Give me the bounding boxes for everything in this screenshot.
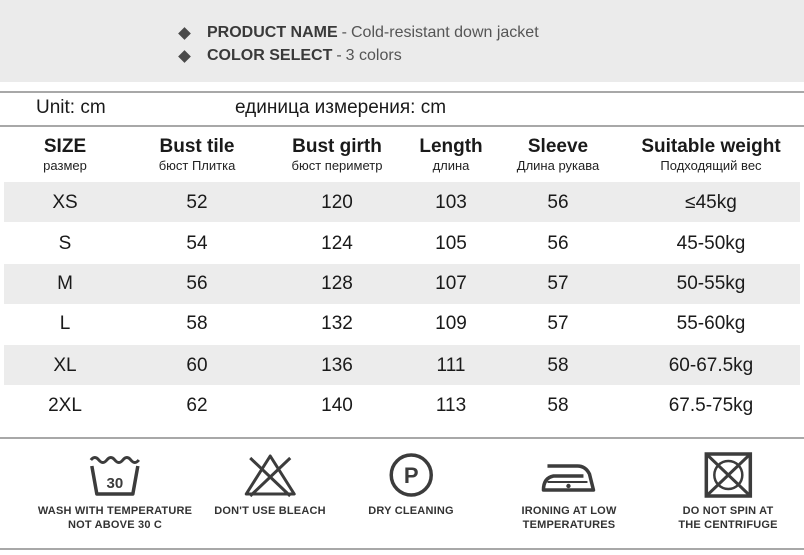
cell-bust-girth: 120 (321, 192, 353, 213)
cell-bust-tile: 60 (186, 355, 208, 376)
cell-sleeve: 57 (547, 313, 569, 334)
cell-bust-tile: 56 (186, 273, 208, 294)
cell-bust-tile: 52 (186, 192, 208, 213)
column-title: Bust tile (159, 136, 235, 157)
cell-size: XL (53, 355, 77, 376)
product-name-value: Cold-resistant down jacket (351, 24, 539, 41)
column-title: Suitable weight (641, 136, 781, 157)
column-header-size (43, 136, 87, 174)
care-iron-low (521, 452, 616, 532)
cell-size: L (59, 313, 71, 334)
care-label-line2: THE CENTRIFUGE (678, 519, 778, 531)
column-title: Bust girth (292, 136, 382, 157)
wash-30-icon (87, 452, 143, 498)
divider-bottom (0, 548, 804, 550)
cell-bust-girth: 136 (321, 355, 353, 376)
cell-weight: 50-55kg (676, 273, 746, 294)
diamond-bullet-icon (178, 27, 191, 40)
care-label-line1: DRY CLEANING (368, 505, 454, 517)
care-label-line1: WASH WITH TEMPERATURE (37, 505, 193, 517)
diamond-bullet-icon (178, 50, 191, 63)
dry-clean-icon (383, 452, 439, 498)
column-header-weight (641, 136, 780, 174)
care-label-line1: DON'T USE BLEACH (214, 505, 326, 517)
cell-bust-girth: 124 (321, 233, 353, 254)
dry-clean-letter: P (403, 463, 419, 488)
iron-low-icon (539, 452, 599, 498)
cell-sleeve: 58 (547, 355, 569, 376)
product-name-label: PRODUCT NAME (207, 24, 338, 41)
divider-care (0, 437, 804, 439)
cell-length: 105 (435, 233, 467, 254)
column-title: Length (419, 136, 483, 157)
unit-label-english: Unit: cm (36, 97, 106, 118)
cell-sleeve: 58 (547, 395, 569, 416)
cell-size: 2XL (48, 395, 82, 416)
cell-bust-tile: 54 (186, 233, 208, 254)
cell-bust-tile: 62 (186, 395, 208, 416)
no-spin-icon (700, 452, 756, 498)
column-title: Sleeve (527, 136, 589, 157)
cell-length: 103 (435, 192, 467, 213)
cell-length: 113 (435, 395, 467, 416)
column-subtitle: Подходящий вес (660, 158, 762, 173)
color-select-value: 3 colors (345, 47, 402, 64)
care-no-bleach (214, 452, 326, 518)
column-subtitle: Длина рукава (516, 158, 600, 173)
cell-weight: 60-67.5kg (668, 355, 754, 376)
column-subtitle: бюст Плитка (158, 158, 236, 173)
column-header-bust-tile (159, 136, 236, 174)
cell-length: 109 (435, 313, 467, 334)
no-bleach-icon (242, 452, 298, 498)
care-label-line1: DO NOT SPIN AT (682, 505, 774, 517)
cell-weight: ≤45kg (685, 192, 737, 213)
color-select-label: COLOR SELECT (207, 47, 333, 64)
cell-weight: 45-50kg (676, 233, 746, 254)
care-no-spin (678, 452, 777, 532)
divider-header (0, 125, 804, 127)
cell-weight: 55-60kg (676, 313, 746, 334)
column-subtitle: бюст периметр (291, 158, 383, 173)
wash-temperature-text: 30 (106, 475, 124, 492)
product-name-separator: - (341, 24, 347, 41)
care-dry-clean (368, 452, 454, 518)
column-header-length (419, 136, 482, 174)
cell-bust-girth: 128 (321, 273, 353, 294)
divider-top (0, 91, 804, 93)
column-subtitle: размер (43, 158, 87, 173)
column-subtitle: длина (432, 158, 470, 173)
cell-size: XS (52, 192, 78, 213)
cell-sleeve: 56 (547, 192, 569, 213)
table-row-band (4, 182, 800, 222)
cell-length: 107 (435, 273, 467, 294)
cell-sleeve: 57 (547, 273, 569, 294)
product-name-row (180, 22, 539, 44)
cell-bust-girth: 140 (321, 395, 353, 416)
care-label-line2: TEMPERATURES (522, 519, 616, 531)
cell-size: M (57, 273, 73, 294)
care-label-line2: NOT ABOVE 30 C (67, 519, 163, 531)
cell-size: S (58, 233, 72, 254)
cell-bust-girth: 132 (321, 313, 353, 334)
cell-weight: 67.5-75kg (668, 395, 754, 416)
care-wash-30 (38, 452, 192, 532)
column-header-bust-girth (292, 136, 383, 174)
unit-label-russian: единица измерения: cm (235, 97, 447, 118)
cell-sleeve: 56 (547, 233, 569, 254)
color-select-separator: - (336, 47, 342, 64)
care-label-line1: IRONING AT LOW (521, 505, 617, 517)
cell-bust-tile: 58 (186, 313, 208, 334)
column-header-sleeve (517, 136, 599, 174)
color-select-row (180, 45, 402, 67)
cell-length: 111 (436, 355, 466, 376)
column-title: SIZE (43, 136, 87, 157)
